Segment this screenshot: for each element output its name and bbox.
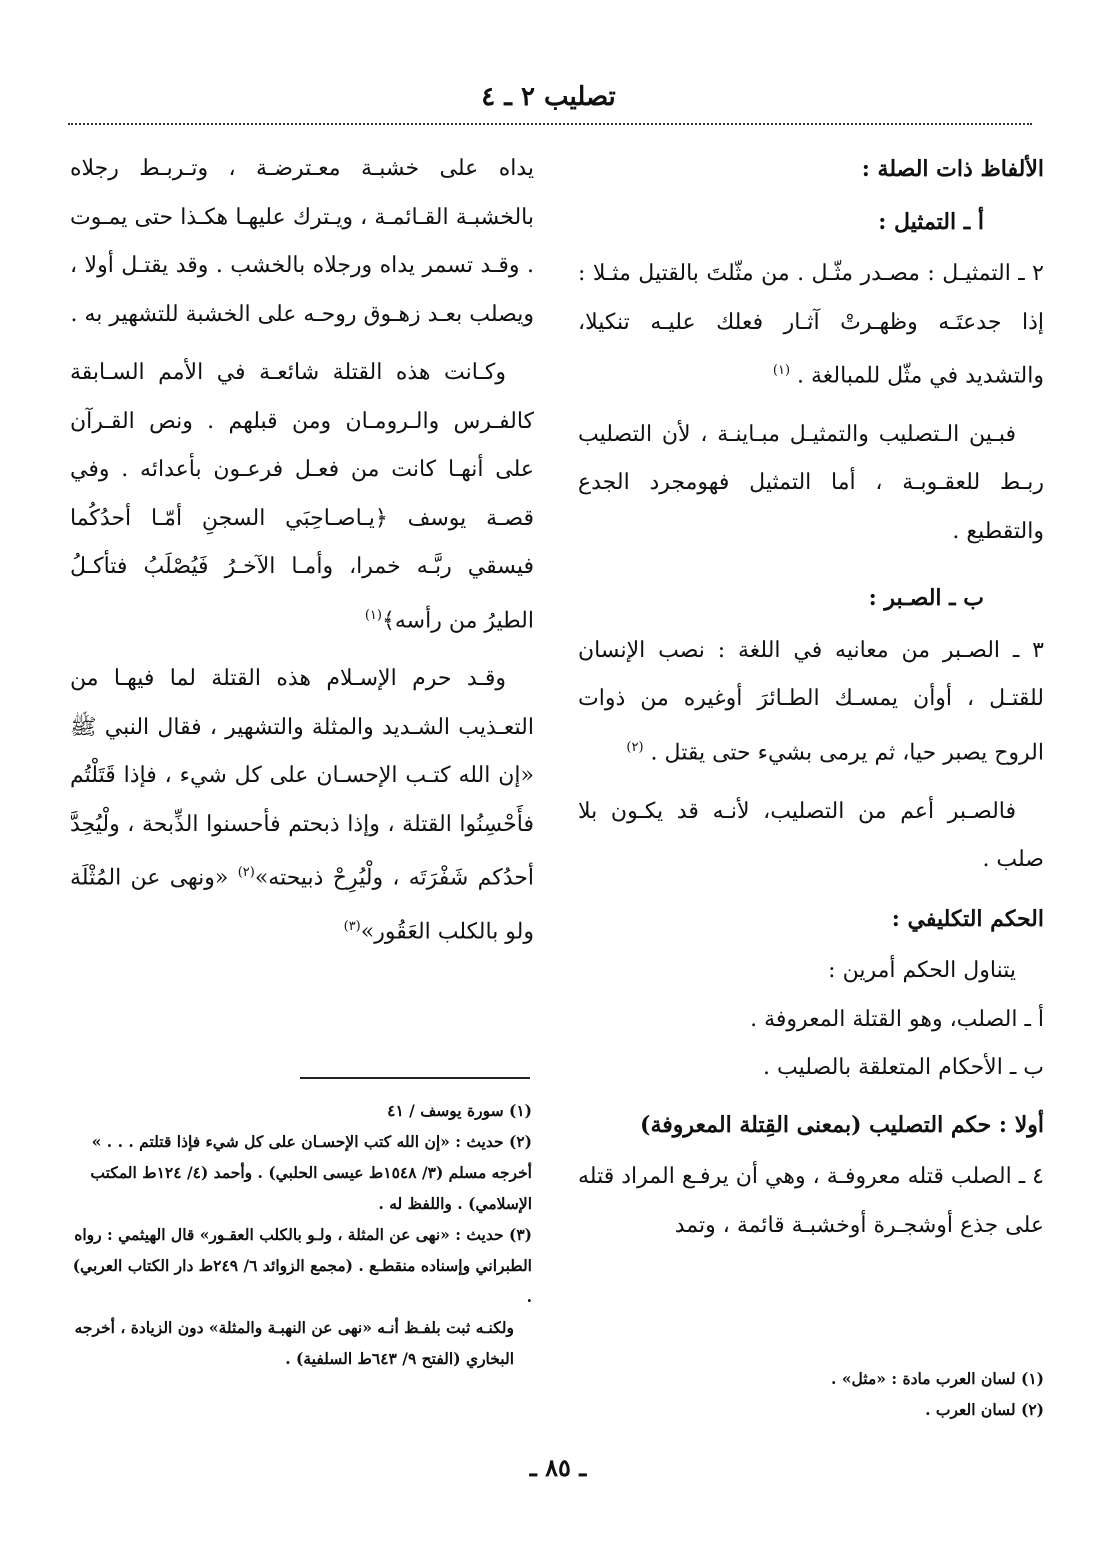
subheading-sabr: ب ـ الصـبر :	[868, 585, 984, 612]
footnote-3: (٣) حديث : «نهى عن المثلة ، ولـو بالكلب العقـور» قال الهيثمي : رواه الطبراني وإسناده منقطـع . (مجمع الزوائد ٦/ ٢٤٩ط دار الكتاب العربي) .	[72, 1225, 532, 1306]
footnote-2: (٢) حديث : «إن الله كتب الإحسـان على كل شيء فإذا قتلتم . . . » أخرجه مسلم (٣/ ١٥٤٨ط عيسى الحلبي) . وأحمد (٤/ ١٢٤ط المكتب الإسلامي) . واللفظ له .	[90, 1132, 532, 1213]
paragraph-history	[70, 349, 534, 645]
heading-first-ruling: أولا : حكم التصليب (بمعنى القِتلة المعروفة)	[640, 1111, 1044, 1138]
heading-related-terms: الألفاظ ذات الصلة :	[861, 156, 1044, 182]
footnote-ref: (١)	[364, 607, 382, 623]
paragraph-history-text: وكـانت هذه القتلة شائعـة في الأمم السـابقة كالفـرس والـرومـان ومن قبلهم . ونص القـرآن على أنهـا كانت من فعـل فرعـون بأعدائه . وفي قصـة يوسف ﴿يـاصـاحِبَي السجنِ أمّـا أحدُكُما فيسقي ربَّـه خمرا، وأمـا الآخـرُ فَيُصْلَبُ فتأكـلُ الطيرُ من رأسه﴾	[70, 360, 534, 633]
paragraph-sabr	[578, 627, 1044, 778]
paragraph-tamthil-text: ٢ ـ التمثيـل : مصـدر مثّـل . من مثّلتَ بالقتيل مثـلا : إذا جدعتَـه وظهـرتْ آثـار فعلك عليـه تنكيلا، والتشديد في مثّل للمبالغة .	[578, 261, 1044, 389]
ruling-intro: يتناول الحكم أمرين :	[828, 958, 1016, 984]
right-column	[578, 145, 1044, 1260]
ruling-item-a: أ ـ الصلب، وهو القتلة المعروفة .	[750, 1006, 1044, 1032]
paragraph-sabr-text: ٣ ـ الصـبر من معانيه في اللغة : نصب الإنسان للقتـل ، أوأن يمسـك الطـائرَ أوغيره من ذوات الروح يصبر حيا، ثم يرمى بشيء حتى يقتل .	[578, 637, 1044, 766]
paragraph-tamthil-difference: فبـين الـتصليب والتمثيـل مبـاينـة ، لأن التصليب ربـط للعقـوبـة ، أما التمثيل فهومجرد الجدع والتقطيع .	[578, 421, 1044, 544]
paragraph-crucifixion: ٤ ـ الصلب قتله معروفـة ، وهي أن يرفـع المراد قتله على جذع أوشجـرة أوخشبـة قائمة ، وتمد	[578, 1164, 1044, 1238]
paragraph-prohibition-text: وقـد حرم الإسـلام هذه القتلة لما فيهـا من التعـذيب الشـديد والمثلة والتشهير ، فقال النبي ﷺ «إن الله كتـب الإحسـان على كل شيء ، فإذا قَتَلْتُم فأَحْسِنُوا القتلة ، وإذا ذبحتم فأحسنوا الذِّبحة ، ولْيُحِدَّ أحدُكم شَفْرَتَه ، ولْيُرِحْ ذبيحته»	[70, 666, 535, 891]
running-header	[120, 82, 977, 118]
paragraph-tamthil	[578, 250, 1044, 401]
page-number: ـ ٨٥ ـ	[529, 1453, 587, 1482]
footnote-ref: (٢)	[626, 739, 644, 755]
footnotes-right	[578, 1363, 1044, 1425]
paragraph-crucifixion-cont: يداه على خشبـة معـترضـة ، وتـربـط رجلاه بالخشبـة القـائمـة ، ويـترك عليهـا هكـذا حتى يمـوت . وقـد تسمر يداه ورجلاه بالخشب . وقد يقتـل أولا ، ويصلب بعـد زهـوق روحـه على الخشبة للتشهير به .	[70, 156, 534, 327]
ruling-item-b: ب ـ الأحكام المتعلقة بالصليب .	[763, 1055, 1044, 1081]
footnote-1: (١) سورة يوسف / ٤١	[387, 1101, 532, 1120]
header-title: تصليب ٢ ـ ٤	[481, 82, 616, 112]
footnote-2: (٢) لسان العرب .	[925, 1400, 1044, 1419]
footnotes-left	[70, 1095, 532, 1374]
footnote-3-cont: ولكنـه ثبت بلفـظ أنـه «نهى عن النهبـة والمثلة» دون الزيادة ، أخرجه البخاري (الفتح ٩/ ٦٤٣ط السلفية) .	[74, 1318, 514, 1368]
footnote-1: (١) لسان العرب مادة : «مثل» .	[831, 1369, 1044, 1388]
footnote-ref: (١)	[772, 363, 791, 378]
paragraph-sabr-difference: فالصـبر أعم من التصليب، لأنـه قد يكـون بلا صلب .	[578, 798, 1044, 873]
heading-legal-ruling: الحكم التكليفي :	[891, 905, 1044, 932]
footnote-ref: (٣)	[343, 919, 361, 935]
footnote-divider-left	[300, 1077, 530, 1079]
footnote-ref: (٢)	[237, 865, 255, 881]
header-divider	[68, 123, 1032, 125]
subheading-tamthil: أ ـ التمثيل :	[878, 208, 984, 235]
left-column	[70, 145, 534, 967]
paragraph-prohibition-cont: «ونهى عن المُثْلَة ولو بالكلب العَقُور»	[70, 865, 534, 945]
paragraph-prohibition	[70, 655, 534, 957]
